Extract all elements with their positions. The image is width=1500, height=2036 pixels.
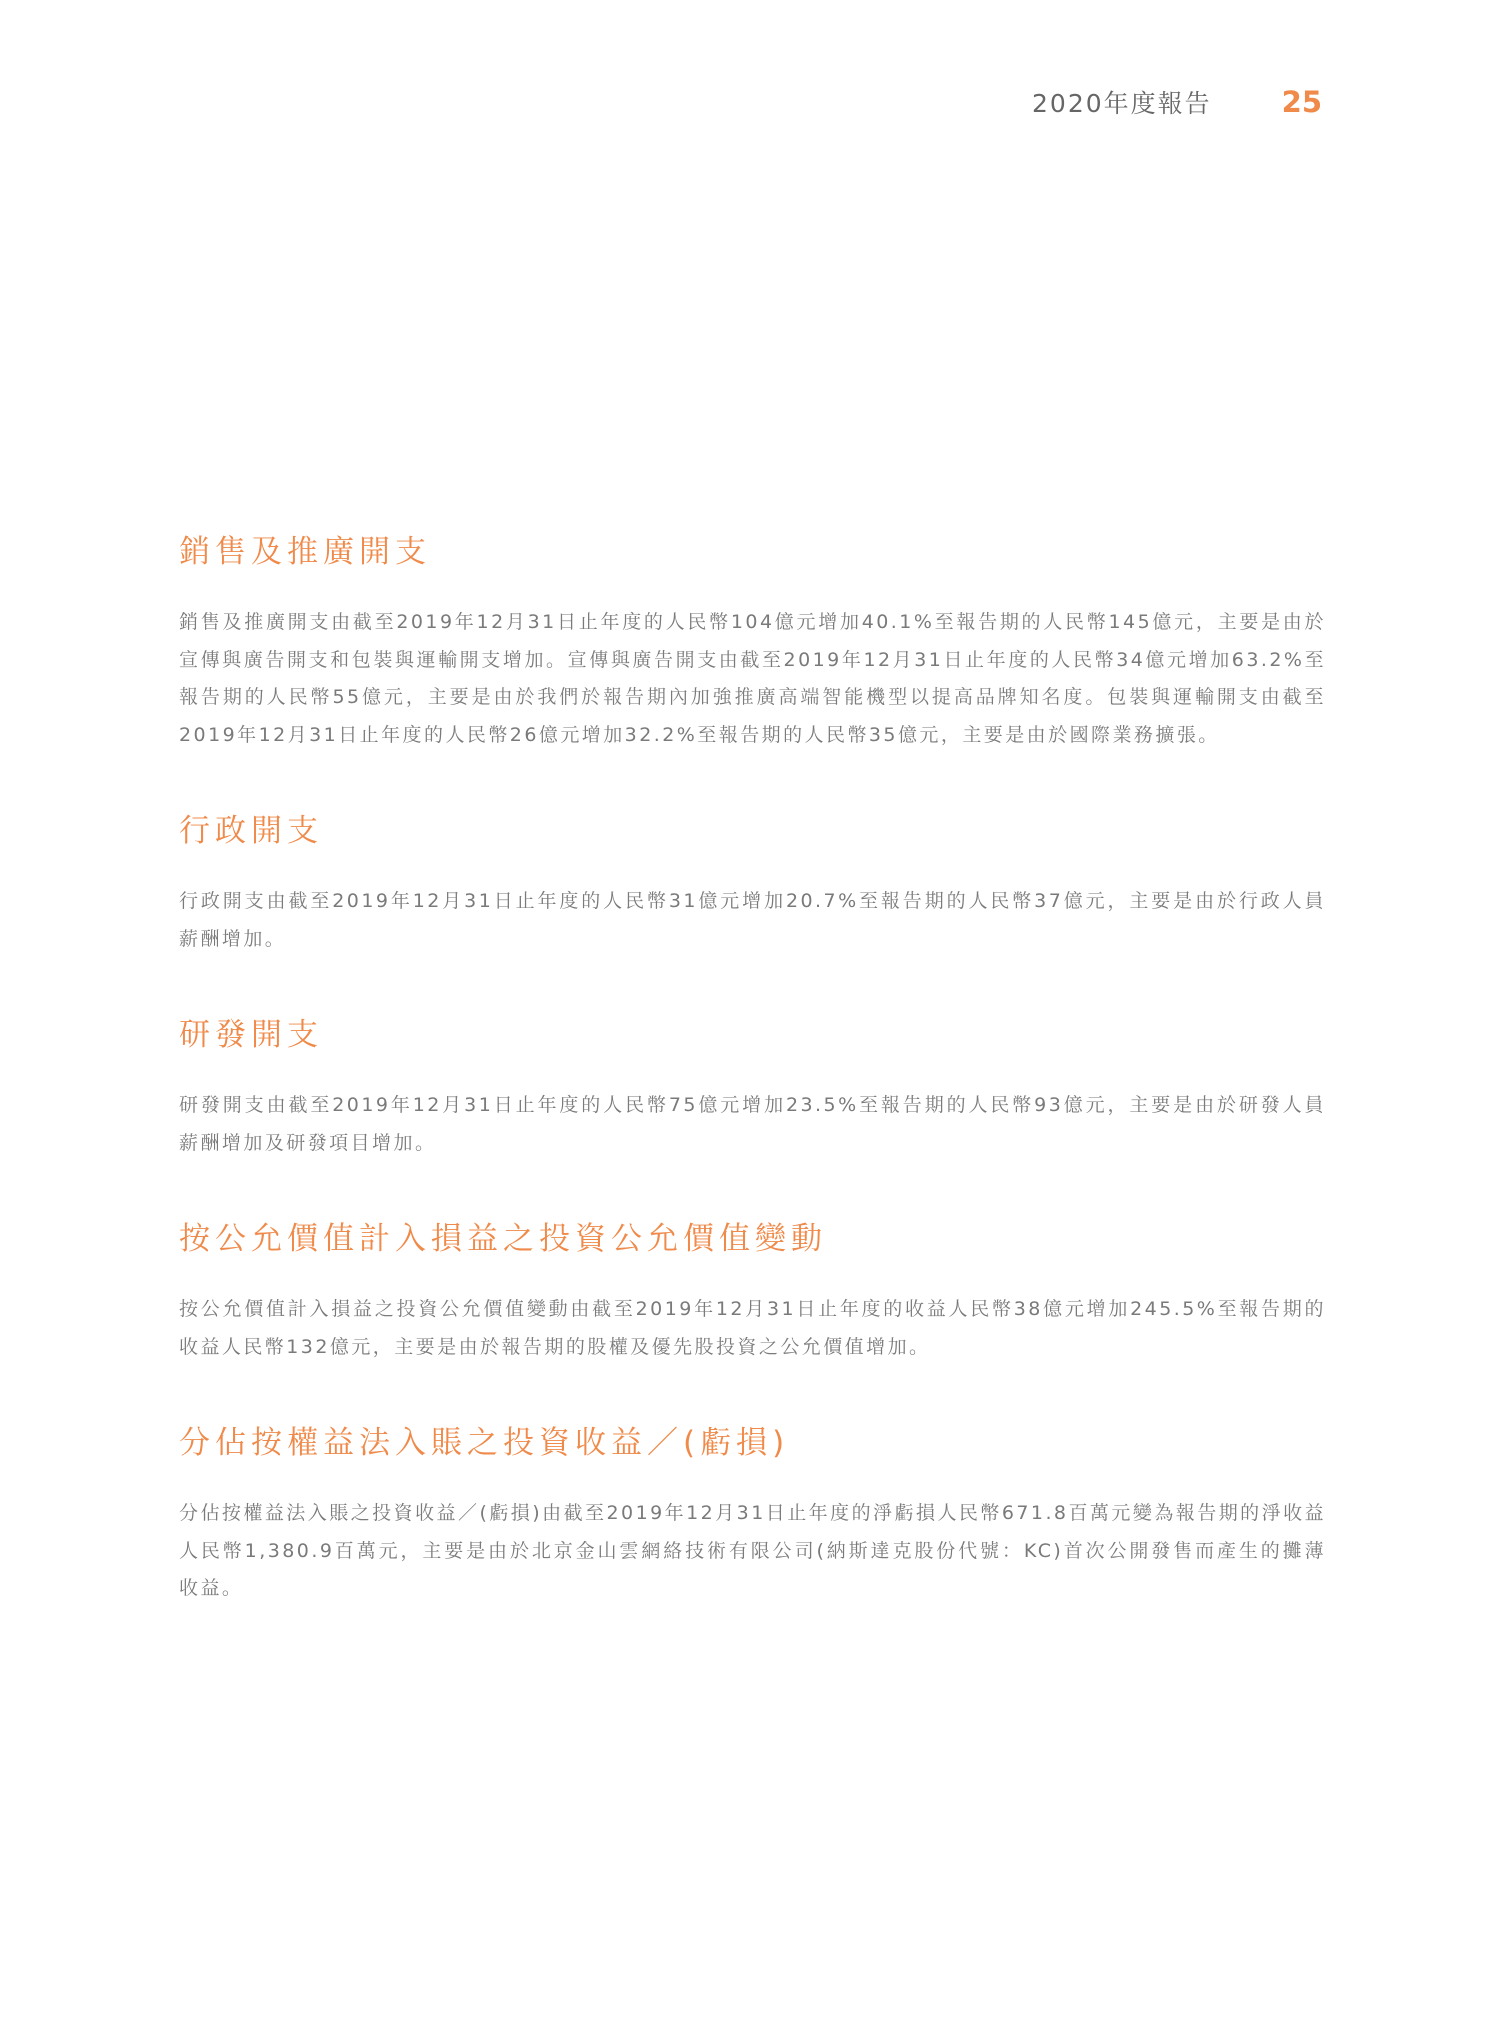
section-administrative-expenses <box>179 809 1326 958</box>
section-heading: 按公允價值計入損益之投資公允價值變動 <box>179 1221 827 1257</box>
section-heading: 行政開支 <box>179 813 323 849</box>
report-title: 2020年度報告 <box>1032 89 1212 118</box>
section-body: 分佔按權益法入賬之投資收益／(虧損)由截至2019年12月31日止年度的淨虧損人民幣671.8百萬元變為報告期的淨收益人民幣1,380.9百萬元，主要是由於北京金山雲網絡技術有限公司(納斯達克股份代號：KC)首次公開發售而產生的攤薄收益。 <box>179 1502 1326 1599</box>
page-number: 25 <box>1281 85 1322 119</box>
section-body: 研發開支由截至2019年12月31日止年度的人民幣75億元增加23.5%至報告期的人民幣93億元，主要是由於研發人員薪酬增加及研發項目增加。 <box>179 1094 1326 1154</box>
section-heading: 銷售及推廣開支 <box>179 534 431 570</box>
section-rnd-expenses <box>179 1013 1326 1162</box>
section-fair-value-changes <box>179 1217 1326 1366</box>
section-body: 按公允價值計入損益之投資公允價值變動由截至2019年12月31日止年度的收益人民幣38億元增加245.5%至報告期的收益人民幣132億元，主要是由於報告期的股權及優先股投資之公允價值增加。 <box>179 1298 1326 1358</box>
section-body: 行政開支由截至2019年12月31日止年度的人民幣31億元增加20.7%至報告期的人民幣37億元，主要是由於行政人員薪酬增加。 <box>179 890 1326 950</box>
section-equity-method-investments <box>179 1421 1326 1608</box>
main-content <box>179 530 1326 1608</box>
section-selling-expenses <box>179 530 1326 754</box>
section-body: 銷售及推廣開支由截至2019年12月31日止年度的人民幣104億元增加40.1%至報告期的人民幣145億元，主要是由於宣傳與廣告開支和包裝與運輸開支增加。宣傳與廣告開支由截至2019年12月31日止年度的人民幣34億元增加63.2%至報告期的人民幣55億元，主要是由於我們於報告期內加強推廣高端智能機型以提高品牌知名度。包裝與運輸開支由截至2019年12月31日止年度的人民幣26億元增加32.2%至報告期的人民幣35億元，主要是由於國際業務擴張。 <box>179 611 1326 746</box>
section-heading: 研發開支 <box>179 1017 323 1053</box>
section-heading: 分佔按權益法入賬之投資收益／(虧損) <box>179 1425 790 1461</box>
page-header <box>1032 84 1322 120</box>
